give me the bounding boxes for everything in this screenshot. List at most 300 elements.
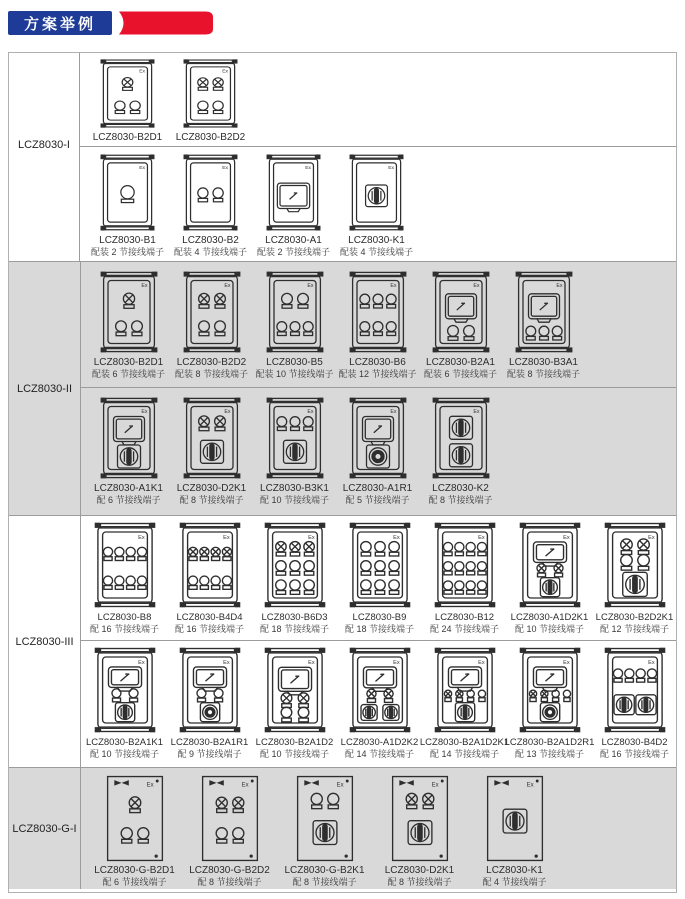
device-cell: [169, 53, 252, 143]
device-drawing: [265, 396, 325, 480]
indicator-light-icon: [422, 793, 433, 808]
svg-text:Ex: Ex: [139, 69, 146, 75]
device-model: LCZ8030-B2A1D2R1: [504, 737, 595, 748]
device-cell: [277, 768, 372, 888]
device-model: LCZ8030-B1: [99, 235, 156, 246]
pushbutton-icon: [477, 581, 486, 594]
meter-icon: [362, 417, 393, 445]
pushbutton-icon: [466, 562, 475, 575]
svg-text:Ex: Ex: [222, 69, 229, 75]
pushbutton-icon: [620, 555, 632, 571]
pushbutton-icon: [121, 186, 134, 203]
svg-text:Ex: Ex: [555, 283, 562, 289]
pushbutton-icon: [360, 561, 370, 575]
device-cell: [337, 641, 422, 760]
pushbutton-icon: [126, 576, 135, 589]
pushbutton-icon: [115, 321, 126, 336]
device-cell: [252, 641, 337, 760]
device-terminal-note: 配 10 节接线端子: [89, 749, 159, 759]
pushbutton-icon: [373, 322, 383, 336]
pushbutton-icon: [199, 576, 208, 589]
indicator-light-icon: [455, 690, 462, 701]
pushbutton-icon: [443, 581, 452, 594]
device-cell: [502, 262, 585, 380]
device-drawing: [99, 153, 156, 232]
device-terminal-note: 配装 2 节接线端子: [90, 247, 164, 257]
device-drawing: [348, 396, 408, 480]
device-model: LCZ8030-B6: [349, 357, 406, 368]
pushbutton-icon: [477, 542, 486, 555]
device-drawing: [178, 646, 242, 734]
pushbutton-icon: [388, 561, 398, 575]
device-caption: [385, 865, 454, 888]
device-caption: [343, 483, 412, 506]
svg-text:Ex: Ex: [472, 283, 479, 289]
device-model: LCZ8030-B2A1R1: [170, 737, 249, 748]
indicator-light-icon: [620, 539, 632, 555]
device-drawing: [182, 396, 242, 480]
meter-icon: [528, 294, 559, 322]
indicator-light-icon: [281, 693, 292, 708]
pushbutton-icon: [374, 580, 384, 594]
device-cell: [167, 516, 252, 635]
device-row: [81, 262, 676, 388]
indicator-light-icon: [198, 78, 208, 91]
pushbutton-icon: [447, 326, 458, 341]
indicator-light-icon: [198, 293, 209, 308]
pushbutton-icon: [198, 101, 208, 114]
device-model: LCZ8030-B2A1K1: [85, 737, 164, 748]
device-model: LCZ8030-B2D2: [175, 132, 246, 143]
device-model: LCZ8030-G-B2D1: [94, 865, 175, 876]
device-cell: [87, 262, 170, 380]
pushbutton-icon: [303, 417, 313, 431]
device-model: LCZ8030-K1: [486, 865, 543, 876]
svg-text:Ex: Ex: [389, 283, 396, 289]
device-row: [80, 147, 676, 261]
svg-text:Ex: Ex: [477, 659, 485, 666]
device-model: LCZ8030-B2D1: [93, 357, 164, 368]
device-terminal-note: 配装 8 节接线端子: [174, 369, 248, 379]
device-caption: [255, 357, 333, 380]
device-caption: [284, 865, 364, 888]
meter-icon: [277, 183, 309, 212]
pushbutton-icon: [388, 542, 398, 556]
device-caption: [177, 483, 246, 506]
device-cell: [86, 53, 169, 143]
device-caption: [341, 737, 419, 760]
pushbutton-icon: [137, 547, 146, 560]
pushbutton-icon: [466, 542, 475, 555]
device-caption: [600, 737, 669, 760]
device-model: LCZ8030-A1D2K2: [340, 737, 419, 748]
device-cell: [252, 147, 335, 258]
selector-switch-icon: [313, 821, 337, 845]
device-drawing: [603, 521, 667, 609]
svg-text:Ex: Ex: [392, 534, 400, 541]
device-terminal-note: 配 4 节接线端子: [482, 877, 547, 887]
device-drawing: [99, 270, 159, 354]
device-caption: [482, 865, 546, 888]
pushbutton-icon: [222, 576, 231, 589]
group-row: [9, 262, 676, 516]
device-model: LCZ8030-B4D2: [601, 737, 668, 748]
selector-switch-icon: [361, 705, 377, 721]
device-terminal-note: 配 10 节接线端子: [514, 624, 584, 634]
device-cell: [253, 388, 336, 506]
scheme-table: [8, 52, 677, 893]
indicator-light-icon: [213, 78, 223, 91]
pushbutton-icon: [126, 547, 135, 560]
group-content: [81, 768, 676, 889]
device-terminal-note: 配 14 节接线端子: [429, 749, 499, 759]
device-cell: [167, 641, 252, 760]
meter-icon: [445, 294, 476, 322]
page-header: [8, 11, 214, 35]
indicator-light-icon: [444, 690, 451, 701]
indicator-light-icon: [529, 690, 536, 701]
pushbutton-icon: [103, 576, 112, 589]
device-caption: [174, 235, 247, 258]
device-terminal-note: 配 8 节接线端子: [292, 877, 357, 887]
pushbutton-icon: [539, 326, 549, 340]
pushbutton-icon: [563, 690, 570, 701]
device-drawing: [514, 270, 574, 354]
device-caption: [175, 612, 244, 635]
pushbutton-icon: [303, 322, 313, 336]
indicator-light-icon: [199, 547, 208, 560]
device-caption: [93, 132, 162, 143]
device-model: LCZ8030-B8: [97, 612, 152, 623]
device-model: LCZ8030-K1: [348, 235, 405, 246]
pushbutton-icon: [290, 417, 300, 431]
device-caption: [507, 357, 580, 380]
pushbutton-icon: [275, 580, 285, 594]
indicator-light-icon: [198, 416, 209, 431]
pushbutton-icon: [454, 542, 463, 555]
svg-text:Ex: Ex: [223, 283, 230, 289]
device-row: [81, 641, 676, 767]
pushbutton-icon: [360, 580, 370, 594]
device-caption: [175, 357, 248, 380]
selector-switch-icon: [622, 572, 647, 596]
pushbutton-icon: [388, 580, 398, 594]
pushbutton-icon: [198, 188, 208, 202]
device-caption: [91, 235, 164, 258]
pushbutton-icon: [129, 689, 138, 702]
pushbutton-icon: [188, 576, 197, 589]
pushbutton-icon: [214, 321, 225, 336]
device-terminal-note: 配 8 节接线端子: [428, 495, 493, 505]
indicator-light-icon: [303, 542, 313, 556]
device-drawing: [518, 646, 582, 734]
device-caption: [596, 612, 674, 635]
svg-text:Ex: Ex: [137, 659, 145, 666]
device-drawing: [603, 646, 667, 734]
device-terminal-note: 配装 4 节接线端子: [173, 247, 247, 257]
device-model: LCZ8030-A1: [265, 235, 322, 246]
device-cell: [592, 516, 677, 635]
device-terminal-note: 配 13 节接线端子: [514, 749, 584, 759]
pushbutton-icon: [216, 828, 227, 843]
device-caption: [505, 737, 595, 760]
svg-text:Ex: Ex: [336, 782, 344, 789]
group-content: [80, 53, 676, 261]
device-terminal-note: 配 8 节接线端子: [387, 877, 452, 887]
selector-switch-icon: [503, 809, 527, 833]
device-cell: [253, 262, 336, 380]
svg-text:Ex: Ex: [146, 782, 154, 789]
device-row: [81, 768, 676, 889]
emergency-button-icon: [200, 703, 219, 722]
meter-icon: [448, 667, 481, 691]
device-terminal-note: 配 16 节接线端子: [174, 624, 244, 634]
svg-text:Ex: Ex: [562, 534, 570, 541]
device-terminal-note: 配 10 节接线端子: [259, 749, 329, 759]
indicator-light-icon: [637, 539, 649, 555]
svg-text:Ex: Ex: [241, 782, 249, 789]
svg-text:Ex: Ex: [431, 782, 439, 789]
device-drawing: [99, 58, 156, 129]
device-model: LCZ8030-G-B2D2: [189, 865, 270, 876]
svg-text:Ex: Ex: [137, 534, 145, 541]
pushbutton-icon: [196, 689, 205, 702]
indicator-light-icon: [214, 293, 225, 308]
selector-switch-icon: [366, 185, 388, 207]
pushbutton-icon: [463, 326, 474, 341]
indicator-light-icon: [232, 797, 243, 812]
device-model: LCZ8030-B2D1: [92, 132, 163, 143]
selector-switch-icon: [382, 705, 398, 721]
device-drawing: [348, 270, 408, 354]
pushbutton-icon: [137, 576, 146, 589]
meter-icon: [363, 667, 396, 691]
device-cell: [422, 516, 507, 635]
device-caption: [86, 737, 163, 760]
device-terminal-note: 配 5 节接线端子: [345, 495, 410, 505]
svg-text:Ex: Ex: [140, 283, 147, 289]
device-model: LCZ8030-B2A1: [426, 357, 495, 368]
device-terminal-note: 配 6 节接线端子: [102, 877, 167, 887]
device-model: LCZ8030-B6D3: [261, 612, 328, 623]
device-row: [80, 53, 676, 147]
device-terminal-note: 配 12 节接线端子: [599, 624, 669, 634]
selector-switch-icon: [540, 578, 559, 597]
pushbutton-icon: [303, 561, 313, 575]
pushbutton-icon: [232, 828, 243, 843]
device-drawing: [431, 396, 491, 480]
pushbutton-icon: [289, 561, 299, 575]
device-model: LCZ8030-K2: [432, 483, 489, 494]
pushbutton-icon: [386, 294, 396, 308]
device-caption: [345, 612, 414, 635]
indicator-light-icon: [406, 793, 417, 808]
pushbutton-icon: [360, 542, 370, 556]
selector-switch-icon: [455, 703, 474, 722]
device-terminal-note: 配 24 节接线端子: [429, 624, 499, 634]
device-caption: [94, 483, 163, 506]
pushbutton-icon: [552, 690, 559, 701]
device-cell: [82, 516, 167, 635]
pushbutton-icon: [466, 581, 475, 594]
svg-text:Ex: Ex: [306, 409, 313, 415]
pushbutton-icon: [613, 669, 622, 682]
pushbutton-icon: [114, 576, 123, 589]
device-caption: [428, 483, 492, 506]
device-cell: [87, 768, 182, 888]
device-cell: [372, 768, 467, 888]
svg-text:Ex: Ex: [223, 409, 230, 415]
svg-text:Ex: Ex: [307, 534, 315, 541]
pushbutton-icon: [311, 793, 322, 808]
device-cell: [86, 147, 169, 258]
device-drawing: [178, 521, 242, 609]
pushbutton-icon: [137, 828, 148, 843]
indicator-light-icon: [122, 78, 133, 91]
svg-text:Ex: Ex: [388, 165, 395, 171]
device-cell: [467, 768, 562, 888]
selector-switch-icon: [449, 416, 472, 439]
indicator-light-icon: [289, 542, 299, 556]
pushbutton-icon: [130, 101, 140, 114]
selector-switch-icon: [200, 440, 223, 463]
device-drawing: [182, 58, 239, 129]
pushbutton-icon: [454, 562, 463, 575]
device-cell: [507, 516, 592, 635]
pushbutton-icon: [114, 547, 123, 560]
pushbutton-icon: [115, 101, 125, 114]
pushbutton-icon: [525, 326, 535, 340]
device-drawing: [389, 775, 451, 862]
indicator-light-icon: [536, 564, 545, 577]
svg-text:Ex: Ex: [392, 659, 400, 666]
device-model: LCZ8030-B2A1D2: [255, 737, 334, 748]
device-cell: [419, 388, 502, 506]
svg-text:Ex: Ex: [472, 409, 479, 415]
device-drawing: [93, 646, 157, 734]
device-terminal-note: 配 8 节接线端子: [179, 495, 244, 505]
pushbutton-icon: [276, 417, 286, 431]
selector-switch-icon: [408, 821, 432, 845]
svg-text:Ex: Ex: [562, 659, 570, 666]
pushbutton-icon: [103, 547, 112, 560]
group-row: [9, 768, 676, 889]
device-drawing: [99, 396, 159, 480]
indicator-light-icon: [129, 797, 141, 813]
pushbutton-icon: [281, 293, 292, 308]
device-cell: [182, 768, 277, 888]
device-caption: [338, 357, 416, 380]
device-cell: [252, 516, 337, 635]
device-drawing: [433, 646, 497, 734]
pushbutton-icon: [477, 562, 486, 575]
group-content: [81, 262, 676, 515]
pushbutton-icon: [454, 581, 463, 594]
pushbutton-icon: [276, 322, 286, 336]
pushbutton-icon: [131, 321, 142, 336]
group-row: [9, 53, 676, 262]
pushbutton-icon: [374, 561, 384, 575]
device-caption: [90, 612, 159, 635]
device-model: LCZ8030-B9: [352, 612, 407, 623]
indicator-light-icon: [383, 689, 392, 702]
group-label: LCZ8030-G-I: [9, 768, 81, 889]
group-label: LCZ8030-III: [9, 516, 81, 767]
pushbutton-icon: [637, 555, 649, 571]
device-cell: [87, 388, 170, 506]
device-model: LCZ8030-B12: [434, 612, 495, 623]
device-cell: [82, 641, 167, 760]
device-terminal-note: 配装 10 节接线端子: [255, 369, 334, 379]
group-label: LCZ8030-I: [9, 53, 80, 261]
indicator-light-icon: [222, 547, 231, 560]
device-caption: [94, 865, 175, 888]
device-model: LCZ8030-B2D2K1: [595, 612, 674, 623]
svg-text:Ex: Ex: [305, 165, 312, 171]
device-caption: [511, 612, 589, 635]
device-cell: [335, 147, 418, 258]
device-terminal-note: 配装 6 节接线端子: [91, 369, 165, 379]
pushbutton-icon: [290, 322, 300, 336]
pushbutton-icon: [281, 707, 292, 722]
selector-switch-icon: [613, 695, 633, 715]
group-row: [9, 516, 676, 768]
pushbutton-icon: [214, 689, 223, 702]
emergency-button-icon: [366, 445, 389, 468]
device-cell: [336, 262, 419, 380]
device-drawing: [263, 646, 327, 734]
device-caption: [256, 737, 334, 760]
device-drawing: [348, 521, 412, 609]
device-cell: [337, 516, 422, 635]
selector-switch-icon: [635, 695, 655, 715]
device-terminal-note: 配装 2 节接线端子: [256, 247, 330, 257]
group-content: [81, 516, 676, 767]
pushbutton-icon: [198, 321, 209, 336]
device-terminal-note: 配 16 节接线端子: [89, 624, 159, 634]
device-model: LCZ8030-B2A1D2K1: [419, 737, 510, 748]
indicator-light-icon: [366, 689, 375, 702]
pushbutton-icon: [327, 793, 338, 808]
device-caption: [430, 612, 499, 635]
svg-text:Ex: Ex: [647, 659, 655, 666]
pushbutton-icon: [552, 326, 562, 340]
device-terminal-note: 配 10 节接线端子: [259, 495, 329, 505]
group-label: LCZ8030-II: [9, 262, 81, 515]
device-terminal-note: 配装 4 节接线端子: [339, 247, 413, 257]
device-terminal-note: 配 8 节接线端子: [197, 877, 262, 887]
pushbutton-icon: [624, 669, 633, 682]
svg-text:Ex: Ex: [306, 283, 313, 289]
device-caption: [260, 612, 329, 635]
device-model: LCZ8030-B5: [266, 357, 323, 368]
red-banner-icon: [114, 11, 214, 35]
indicator-light-icon: [540, 690, 547, 701]
device-caption: [92, 357, 165, 380]
device-cell: [419, 262, 502, 380]
pushbutton-icon: [275, 561, 285, 575]
device-model: LCZ8030-D2K1: [384, 865, 455, 876]
indicator-light-icon: [123, 293, 134, 308]
indicator-light-icon: [211, 547, 220, 560]
pushbutton-icon: [359, 322, 369, 336]
device-terminal-note: 配 18 节接线端子: [259, 624, 329, 634]
device-terminal-note: 配 16 节接线端子: [599, 749, 669, 759]
meter-icon: [278, 667, 311, 695]
device-cell: [592, 641, 677, 760]
device-terminal-note: 配 18 节接线端子: [344, 624, 414, 634]
indicator-light-icon: [298, 693, 309, 708]
